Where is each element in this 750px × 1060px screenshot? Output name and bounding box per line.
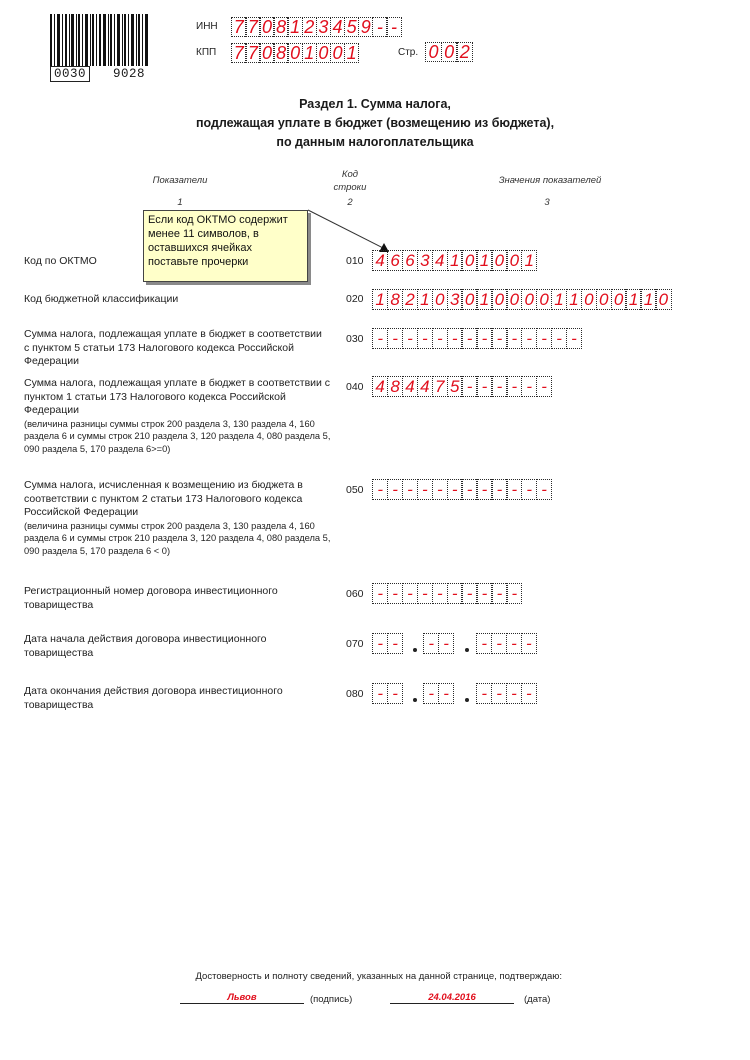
char-cell[interactable]: - <box>447 479 463 500</box>
row-070-year-field[interactable] <box>476 633 537 654</box>
oktmo-hint-tooltip: Если код ОКТМО содержит менее 11 символов, в оставшихся ячейках поставьте прочерки <box>143 210 308 282</box>
char-cell[interactable]: 1 <box>447 250 463 271</box>
row-070-label: Дата начала действия договора инвестиционного товарищества <box>24 633 267 659</box>
char-cell[interactable]: - <box>506 479 522 500</box>
char-cell[interactable]: - <box>551 328 567 349</box>
char-cell[interactable]: - <box>521 376 537 397</box>
char-cell[interactable]: 3 <box>447 289 463 310</box>
column-2-number: 2 <box>347 197 353 208</box>
char-cell[interactable]: - <box>432 328 448 349</box>
char-cell[interactable]: - <box>387 479 403 500</box>
char-cell[interactable]: 0 <box>259 17 275 37</box>
char-cell[interactable]: 6 <box>387 250 403 271</box>
char-cell[interactable]: - <box>417 328 433 349</box>
char-cell[interactable]: - <box>402 328 418 349</box>
char-cell[interactable]: - <box>521 479 537 500</box>
row-080-label: Дата окончания действия договора инвестиционного товарищества <box>24 685 283 711</box>
row-060-code: 060 <box>346 588 364 600</box>
date-field[interactable]: 24.04.2016 <box>390 992 514 1004</box>
char-cell[interactable]: - <box>432 479 448 500</box>
char-cell[interactable]: 4 <box>372 376 388 397</box>
char-cell[interactable]: 0 <box>259 43 275 63</box>
char-cell[interactable]: - <box>372 17 388 37</box>
confirmation-statement: Достоверность и полноту сведений, указанных на данной странице, подтверждаю: <box>195 971 562 982</box>
column-values-title: Значения показателей <box>498 175 602 186</box>
column-code-title <box>320 168 380 194</box>
row-040-code: 040 <box>346 381 364 393</box>
char-cell[interactable]: 7 <box>231 17 247 37</box>
char-cell[interactable]: - <box>491 328 507 349</box>
char-cell[interactable]: - <box>387 328 403 349</box>
char-cell[interactable]: - <box>417 479 433 500</box>
char-cell[interactable]: - <box>491 633 507 654</box>
column-1-number: 1 <box>177 197 183 208</box>
char-cell[interactable]: 1 <box>566 289 582 310</box>
char-cell[interactable]: 0 <box>506 289 522 310</box>
char-cell[interactable]: 5 <box>447 376 463 397</box>
row-050-sublabel: (величина разницы суммы строк 200 раздела 3, 130 раздела 4, 160 раздела 6 и суммы строк 210 раздела 3, 120 раздела 4, 080 раздела 5, 090 раздела 5, 170 раздела 6 < 0) <box>24 520 331 556</box>
char-cell[interactable]: - <box>423 633 439 654</box>
inn-field[interactable] <box>231 17 402 37</box>
char-cell[interactable]: - <box>387 633 403 654</box>
char-cell[interactable]: - <box>432 583 448 604</box>
char-cell[interactable]: - <box>423 683 439 704</box>
row-050-label: Сумма налога, исчисленная к возмещению из бюджета в соответствии с пунктом 2 статьи 173 Налогового кодекса Российской Федерации <box>24 479 303 518</box>
kpp-label: КПП <box>196 47 217 58</box>
char-cell[interactable]: - <box>387 583 403 604</box>
char-cell[interactable]: - <box>387 683 403 704</box>
barcode-bars <box>50 14 148 66</box>
row-060-label: Регистрационный номер договора инвестиционного товарищества <box>24 585 278 611</box>
char-cell[interactable]: 3 <box>417 250 433 271</box>
char-cell[interactable]: - <box>506 328 522 349</box>
kpp-field[interactable] <box>231 43 359 63</box>
char-cell[interactable]: 1 <box>551 289 567 310</box>
row-050-field[interactable] <box>372 479 552 500</box>
inn-label: ИНН <box>196 21 218 32</box>
char-cell[interactable]: 7 <box>432 376 448 397</box>
char-cell[interactable]: 7 <box>231 43 247 63</box>
char-cell[interactable]: 4 <box>330 17 346 37</box>
char-cell[interactable]: - <box>476 328 492 349</box>
date-caption: (дата) <box>524 994 551 1005</box>
char-cell[interactable]: - <box>402 479 418 500</box>
column-indicators-title: Показатели <box>152 175 208 186</box>
row-060-field[interactable] <box>372 583 522 604</box>
char-cell[interactable]: - <box>536 328 552 349</box>
char-cell[interactable]: 6 <box>402 250 418 271</box>
char-cell[interactable]: - <box>476 633 492 654</box>
char-cell[interactable]: - <box>372 583 388 604</box>
row-030-code: 030 <box>346 333 364 345</box>
char-cell[interactable]: - <box>447 328 463 349</box>
row-080-month-field[interactable] <box>423 683 454 704</box>
char-cell[interactable]: 0 <box>316 43 332 63</box>
char-cell[interactable]: 0 <box>461 250 477 271</box>
char-cell[interactable]: - <box>461 376 477 397</box>
barcode-left-number: 0030 <box>50 66 90 82</box>
char-cell[interactable]: 2 <box>456 42 473 62</box>
char-cell[interactable]: - <box>491 479 507 500</box>
row-oktmo-label: Код по ОКТМО <box>24 255 97 267</box>
date-separator-dot <box>465 648 469 652</box>
row-080-code: 080 <box>346 688 364 700</box>
char-cell[interactable]: - <box>461 328 477 349</box>
char-cell[interactable]: 8 <box>387 289 403 310</box>
row-040-field[interactable] <box>372 376 552 397</box>
char-cell[interactable]: 0 <box>432 289 448 310</box>
barcode-right-number: 9028 <box>112 67 145 81</box>
section-title-line3: по данным налогоплательщика <box>276 135 474 149</box>
column-code-title-line2: строки <box>333 182 367 193</box>
char-cell[interactable]: - <box>506 633 522 654</box>
char-cell[interactable]: 1 <box>476 250 492 271</box>
kbk-field[interactable] <box>372 289 672 310</box>
page-number-field[interactable] <box>425 42 473 62</box>
char-cell[interactable]: 9 <box>358 17 374 37</box>
char-cell[interactable]: - <box>476 479 492 500</box>
char-cell[interactable]: - <box>521 328 537 349</box>
char-cell[interactable]: 1 <box>521 250 537 271</box>
char-cell[interactable]: - <box>438 633 454 654</box>
char-cell[interactable]: - <box>402 583 418 604</box>
char-cell[interactable]: 4 <box>402 376 418 397</box>
char-cell[interactable]: 1 <box>344 43 360 63</box>
date-separator-dot <box>465 698 469 702</box>
char-cell[interactable]: 0 <box>596 289 612 310</box>
char-cell[interactable]: - <box>372 479 388 500</box>
char-cell[interactable]: 0 <box>425 42 442 62</box>
char-cell[interactable]: 4 <box>417 376 433 397</box>
char-cell[interactable]: - <box>521 633 537 654</box>
char-cell[interactable]: - <box>491 683 507 704</box>
char-cell[interactable]: 8 <box>387 376 403 397</box>
char-cell[interactable]: 1 <box>417 289 433 310</box>
char-cell[interactable]: 3 <box>316 17 332 37</box>
row-oktmo-code: 010 <box>346 255 364 267</box>
section-title <box>0 95 750 152</box>
char-cell[interactable]: - <box>386 17 402 37</box>
char-cell[interactable]: 0 <box>581 289 597 310</box>
char-cell[interactable]: 2 <box>402 289 418 310</box>
char-cell[interactable]: 0 <box>287 43 303 63</box>
row-080-day-field[interactable] <box>372 683 403 704</box>
date-separator-dot <box>413 648 417 652</box>
char-cell[interactable]: - <box>447 583 463 604</box>
char-cell[interactable]: 8 <box>273 17 289 37</box>
char-cell[interactable]: 0 <box>655 289 671 310</box>
char-cell[interactable]: - <box>476 376 492 397</box>
char-cell[interactable]: 0 <box>491 250 507 271</box>
char-cell[interactable]: - <box>372 683 388 704</box>
section-title-line1: Раздел 1. Сумма налога, <box>299 97 451 111</box>
char-cell[interactable]: - <box>417 583 433 604</box>
char-cell[interactable]: - <box>506 583 522 604</box>
char-cell[interactable]: - <box>566 328 582 349</box>
date-separator-dot <box>413 698 417 702</box>
char-cell[interactable]: 2 <box>302 17 318 37</box>
oktmo-field[interactable] <box>372 250 537 271</box>
char-cell[interactable]: - <box>476 583 492 604</box>
char-cell[interactable]: 0 <box>491 289 507 310</box>
char-cell[interactable]: - <box>506 683 522 704</box>
char-cell[interactable]: 0 <box>521 289 537 310</box>
char-cell[interactable]: - <box>521 683 537 704</box>
char-cell[interactable]: - <box>372 633 388 654</box>
char-cell[interactable]: 1 <box>287 17 303 37</box>
char-cell[interactable]: 0 <box>611 289 627 310</box>
barcode-numbers <box>50 66 148 82</box>
row-040-label-block <box>24 377 334 455</box>
char-cell[interactable]: - <box>506 376 522 397</box>
row-030-field[interactable] <box>372 328 582 349</box>
char-cell[interactable]: 1 <box>302 43 318 63</box>
char-cell[interactable]: 5 <box>344 17 360 37</box>
char-cell[interactable]: 0 <box>441 42 458 62</box>
section-title-line2: подлежащая уплате в бюджет (возмещению из бюджета), <box>195 116 555 130</box>
row-040-label: Сумма налога, подлежащая уплате в бюджет в соответствии с пунктом 1 статьи 173 Налогового кодекса Российской Федерации <box>24 377 331 416</box>
barcode <box>50 14 148 82</box>
char-cell[interactable]: - <box>438 683 454 704</box>
row-030-label: Сумма налога, подлежащая уплате в бюджет в соответствии с пунктом 5 статьи 173 Налогового кодекса Российской Федерации <box>24 328 322 367</box>
column-code-title-line1: Код <box>341 169 359 180</box>
char-cell[interactable]: - <box>536 376 552 397</box>
char-cell[interactable]: 0 <box>506 250 522 271</box>
char-cell[interactable]: 0 <box>330 43 346 63</box>
char-cell[interactable]: 1 <box>476 289 492 310</box>
page-label: Стр. <box>398 47 419 58</box>
char-cell[interactable]: - <box>461 479 477 500</box>
char-cell[interactable]: 4 <box>372 250 388 271</box>
column-3-number: 3 <box>544 197 550 208</box>
row-050-code: 050 <box>346 484 364 496</box>
signature-caption: (подпись) <box>310 994 353 1005</box>
row-kbk-code: 020 <box>346 293 364 305</box>
char-cell[interactable]: 1 <box>625 289 641 310</box>
char-cell[interactable]: 7 <box>245 17 261 37</box>
char-cell[interactable]: - <box>491 583 507 604</box>
char-cell[interactable]: 8 <box>273 43 289 63</box>
char-cell[interactable]: - <box>536 479 552 500</box>
row-050-label-block <box>24 479 334 557</box>
row-kbk-label: Код бюджетной классификации <box>24 293 179 305</box>
char-cell[interactable]: - <box>476 683 492 704</box>
char-cell[interactable]: - <box>372 328 388 349</box>
char-cell[interactable]: 4 <box>432 250 448 271</box>
char-cell[interactable]: - <box>491 376 507 397</box>
char-cell[interactable]: 0 <box>461 289 477 310</box>
char-cell[interactable]: 1 <box>640 289 656 310</box>
signature-field[interactable]: Львов <box>180 992 304 1004</box>
row-070-day-field[interactable] <box>372 633 403 654</box>
row-040-sublabel: (величина разницы суммы строк 200 раздела 3, 130 раздела 4, 160 раздела 6 и суммы строк 210 раздела 3, 120 раздела 4, 080 раздела 5, 090 раздела 5, 170 раздела 6>=0) <box>24 418 331 454</box>
row-070-code: 070 <box>346 638 364 650</box>
char-cell[interactable]: - <box>461 583 477 604</box>
char-cell[interactable]: 0 <box>536 289 552 310</box>
char-cell[interactable]: 7 <box>245 43 261 63</box>
char-cell[interactable]: 1 <box>372 289 388 310</box>
row-080-year-field[interactable] <box>476 683 537 704</box>
row-070-month-field[interactable] <box>423 633 454 654</box>
